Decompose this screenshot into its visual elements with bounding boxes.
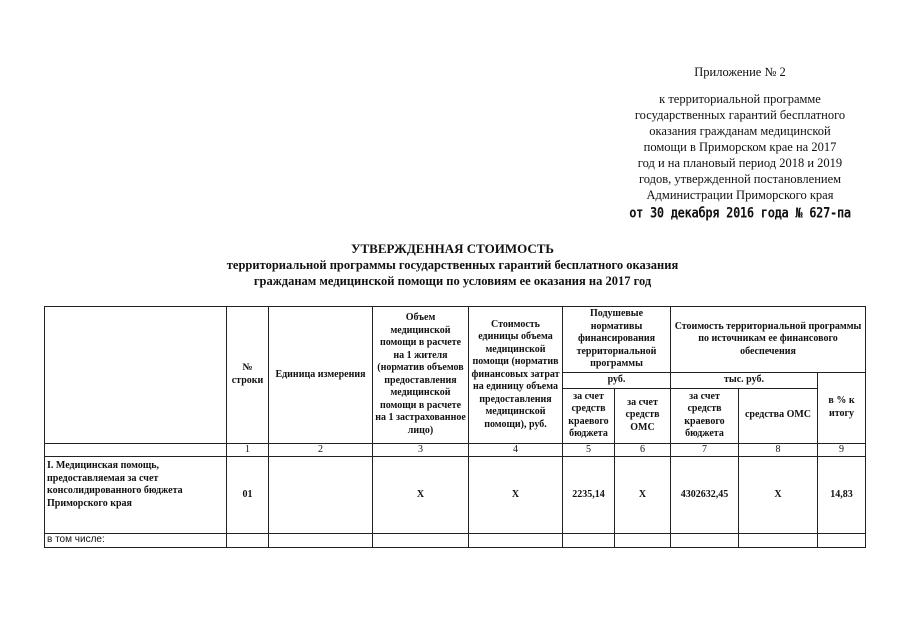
in-that-number-label: в том числе:: [45, 534, 227, 548]
annex-line: Администрации Приморского края: [646, 188, 834, 202]
row-unit-cost: X: [469, 457, 563, 534]
header-oms-means: средства ОМС: [739, 388, 818, 443]
annex-line: год и на плановый период 2018 и 2019: [637, 156, 843, 170]
row-number: 01: [227, 457, 269, 534]
cost-table: [44, 306, 866, 548]
empty-cell: [563, 534, 615, 548]
header-row-1: [45, 307, 866, 373]
column-number: [45, 443, 227, 457]
document-subtitle-2: гражданам медицинской помощи по условиям ее оказания на 2017 год: [253, 274, 652, 288]
row-per-capita-budget: 2235,14: [563, 457, 615, 534]
header-label-empty: [45, 307, 227, 444]
empty-cell: [615, 534, 671, 548]
row-per-capita-oms: X: [615, 457, 671, 534]
annex-line: к территориальной программе: [659, 92, 821, 106]
row-volume: X: [373, 457, 469, 534]
annex-line: помощи в Приморском крае на 2017: [643, 140, 837, 154]
empty-cell: [373, 534, 469, 548]
document-heading: [0, 240, 905, 289]
resolution-stamp: от 30 декабря 2016 года № 627-па: [629, 204, 851, 222]
column-number: 7: [671, 443, 739, 457]
column-number: 2: [269, 443, 373, 457]
annex-line: годов, утвержденной постановлением: [638, 172, 842, 186]
header-unit: Единица измерения: [269, 307, 373, 444]
empty-cell: [269, 534, 373, 548]
document-title: УТВЕРЖДЕННАЯ СТОИМОСТЬ: [350, 241, 555, 256]
row-label: I. Медицинская помощь, предоставляемая за счет консолидированного бюджета Приморского края: [45, 457, 227, 534]
column-number: 8: [739, 443, 818, 457]
column-number: 3: [373, 443, 469, 457]
header-oms-funds: за счет средств ОМС: [615, 388, 671, 443]
table-row: [45, 457, 866, 534]
empty-cell: [739, 534, 818, 548]
row-unit: [269, 457, 373, 534]
empty-cell: [818, 534, 866, 548]
empty-cell: [671, 534, 739, 548]
header-row-no: № строки: [227, 307, 269, 444]
empty-cell: [227, 534, 269, 548]
header-thous-rub: тыс. руб.: [671, 372, 818, 388]
header-per-capita: Подушевые нормативы финансирования территориальной программы: [563, 307, 671, 373]
column-number: 4: [469, 443, 563, 457]
column-number: 1: [227, 443, 269, 457]
table-row: [45, 534, 866, 548]
row-cost-budget: 4302632,45: [671, 457, 739, 534]
annex-line: государственных гарантий бесплатного: [634, 108, 846, 122]
column-number: 9: [818, 443, 866, 457]
row-percent: 14,83: [818, 457, 866, 534]
column-number: 5: [563, 443, 615, 457]
annex-block: [620, 64, 860, 221]
column-numbers-row: [45, 443, 866, 457]
header-unit-cost: Стоимость единицы объема медицинской помощи (норматив финансовых затрат на единицу объема предоставления медицинской помощи), руб.: [469, 307, 563, 444]
header-rub: руб.: [563, 372, 671, 388]
row-cost-oms: X: [739, 457, 818, 534]
header-regional-budget: за счет средств краевого бюджета: [563, 388, 615, 443]
annex-title: Приложение № 2: [694, 65, 786, 79]
header-cost-sources: Стоимость территориальной программы по источникам ее финансового обеспечения: [671, 307, 866, 373]
annex-line: оказания гражданам медицинской: [649, 124, 831, 138]
header-volume: Объем медицинской помощи в расчете на 1 жителя (норматив объемов предоставления медицинской помощи в расчете на 1 застрахованное лицо): [373, 307, 469, 444]
empty-cell: [469, 534, 563, 548]
document-subtitle-1: территориальной программы государственных гарантий бесплатного оказания: [226, 258, 679, 272]
header-percent-total: в % к итогу: [818, 372, 866, 443]
column-number: 6: [615, 443, 671, 457]
header-regional-budget-2: за счет средств краевого бюджета: [671, 388, 739, 443]
